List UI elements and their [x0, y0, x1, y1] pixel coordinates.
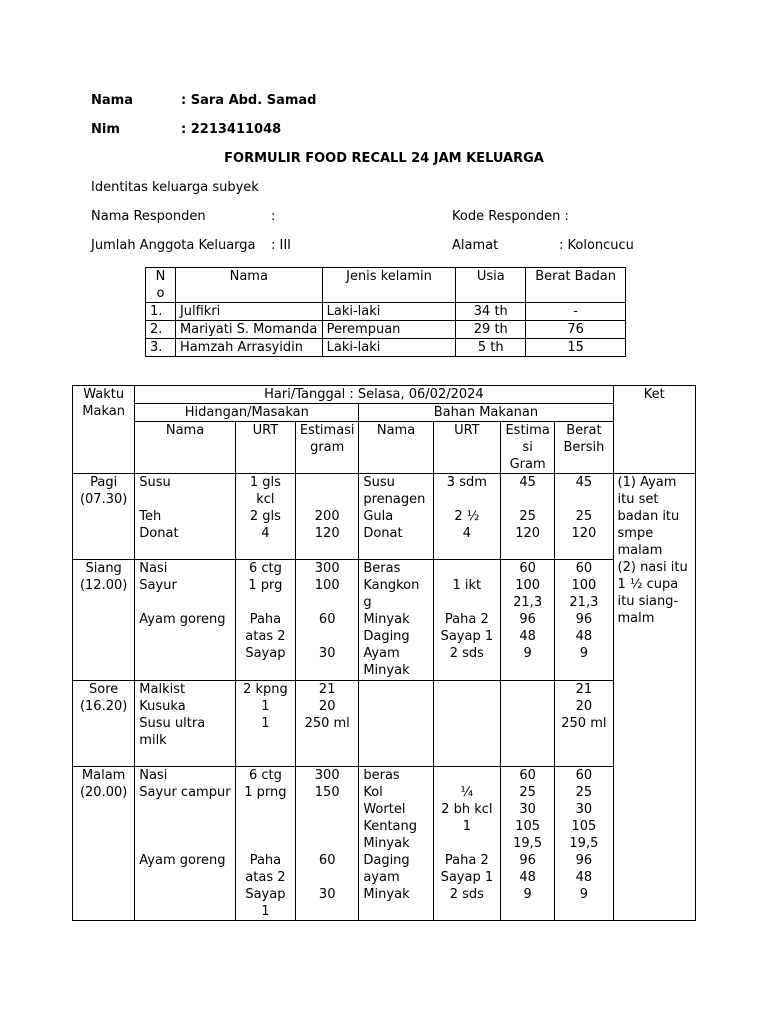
meal-nama-hidangan: Nasi Sayur Ayam goreng: [135, 560, 235, 681]
table-row: [146, 303, 626, 321]
table-row: [146, 339, 626, 357]
members-header-bb: Berat Badan: [526, 268, 626, 303]
alamat-label: Alamat: [452, 238, 499, 253]
ket-notes: (1) Ayam itu set badan itu smpe malam (2) nasi itu 1 ½ cupa itu siang- malm: [613, 474, 695, 921]
kode-responden-label: Kode Responden :: [452, 209, 569, 224]
member-bb: -: [526, 303, 626, 321]
header-bahan-makanan: Bahan Makanan: [359, 404, 613, 422]
members-table: [145, 267, 626, 357]
meal-berat-bersih: 21 20 250 ml: [555, 681, 613, 767]
meal-berat-bersih: 60 25 30 105 19,5 96 48 9: [555, 767, 613, 921]
alamat-value: : Koloncucu: [559, 238, 634, 253]
meal-estimasi-hidangan: 21 20 250 ml: [296, 681, 359, 767]
meal-urt-hidangan: 2 kpng 1 1: [235, 681, 295, 767]
meal-waktu: Malam (20.00): [73, 767, 135, 921]
meal-nama-hidangan: Nasi Sayur campur Ayam goreng: [135, 767, 235, 921]
food-recall-table: [72, 385, 696, 921]
member-no: 1.: [146, 303, 176, 321]
header-berat-bersih: Berat Bersih: [555, 422, 613, 474]
meal-waktu: Siang (12.00): [73, 560, 135, 681]
jumlah-anggota-label: Jumlah Anggota Keluarga: [91, 238, 256, 253]
member-jk: Laki-laki: [322, 339, 456, 357]
member-nama: Mariyati S. Momanda: [175, 321, 322, 339]
meal-urt-hidangan: 1 gls kcl 2 gls 4: [235, 474, 295, 560]
meal-estimasi-bahan: 60 100 21,3 96 48 9: [501, 560, 555, 681]
meal-urt-bahan: 1 ikt Paha 2 Sayap 1 2 sds: [433, 560, 500, 681]
table-row: [146, 321, 626, 339]
meal-nama-hidangan: Susu Teh Donat: [135, 474, 235, 560]
member-usia: 29 th: [456, 321, 526, 339]
meal-urt-hidangan: 6 ctg 1 prg Paha atas 2 Sayap: [235, 560, 295, 681]
meal-nama-bahan: [359, 681, 433, 767]
meal-nama-bahan: Beras Kangkon g Minyak Daging Ayam Minyak: [359, 560, 433, 681]
recall-header-row-2: [73, 404, 696, 422]
member-usia: 34 th: [456, 303, 526, 321]
header-ket: Ket: [613, 386, 695, 474]
members-header-row: [146, 268, 626, 303]
header-nama-hidangan: Nama: [135, 422, 235, 474]
meal-nama-bahan: beras Kol Wortel Kentang Minyak Daging ayam Minyak: [359, 767, 433, 921]
meal-estimasi-bahan: 45 25 120: [501, 474, 555, 560]
table-row: [73, 560, 696, 681]
meal-urt-bahan: 3 sdm 2 ½ 4: [433, 474, 500, 560]
jumlah-anggota-value: : III: [271, 238, 292, 253]
header-urt-hidangan: URT: [235, 422, 295, 474]
meal-berat-bersih: 60 100 21,3 96 48 9: [555, 560, 613, 681]
meal-estimasi-hidangan: 300 100 60 30: [296, 560, 359, 681]
member-no: 2.: [146, 321, 176, 339]
header-estimasi-hidangan: Estimasi gram: [296, 422, 359, 474]
member-no: 3.: [146, 339, 176, 357]
meal-berat-bersih: 45 25 120: [555, 474, 613, 560]
header-nama-bahan: Nama: [359, 422, 433, 474]
header-estimasi-bahan: Estima si Gram: [501, 422, 555, 474]
meal-waktu: Pagi (07.30): [73, 474, 135, 560]
meal-waktu: Sore (16.20): [73, 681, 135, 767]
form-title: FORMULIR FOOD RECALL 24 JAM KELUARGA: [224, 151, 544, 166]
member-nama: Julfikri: [175, 303, 322, 321]
nim-value: : 2213411048: [181, 122, 282, 137]
header-hidangan: Hidangan/Masakan: [135, 404, 359, 422]
member-nama: Hamzah Arrasyidin: [175, 339, 322, 357]
meal-urt-bahan: [433, 681, 500, 767]
recall-header-row-1: [73, 386, 696, 404]
table-row: [73, 681, 696, 767]
responden-colon: :: [271, 209, 276, 224]
meal-urt-bahan: ¼ 2 bh kcl 1 Paha 2 Sayap 1 2 sds: [433, 767, 500, 921]
members-header-no: N o: [146, 268, 176, 303]
members-header-jk: Jenis kelamin: [322, 268, 456, 303]
nim-label: Nim: [91, 122, 120, 137]
meal-nama-hidangan: Malkist Kusuka Susu ultra milk: [135, 681, 235, 767]
member-jk: Laki-laki: [322, 303, 456, 321]
header-waktu-makan: Waktu Makan: [73, 386, 135, 474]
header-urt-bahan: URT: [433, 422, 500, 474]
member-bb: 15: [526, 339, 626, 357]
recall-header-row-3: [73, 422, 696, 474]
nama-value: : Sara Abd. Samad: [181, 93, 317, 108]
member-usia: 5 th: [456, 339, 526, 357]
table-row: [73, 767, 696, 921]
meal-estimasi-bahan: 60 25 30 105 19,5 96 48 9: [501, 767, 555, 921]
responden-label: Nama Responden: [91, 209, 206, 224]
member-jk: Perempuan: [322, 321, 456, 339]
meal-urt-hidangan: 6 ctg 1 prng Paha atas 2 Sayap 1: [235, 767, 295, 921]
meal-nama-bahan: Susu prenagen Gula Donat: [359, 474, 433, 560]
members-header-usia: Usia: [456, 268, 526, 303]
member-bb: 76: [526, 321, 626, 339]
members-header-nama: Nama: [175, 268, 322, 303]
meal-estimasi-hidangan: 300 150 60 30: [296, 767, 359, 921]
header-hari-tanggal: Hari/Tanggal : Selasa, 06/02/2024: [135, 386, 613, 404]
meal-estimasi-hidangan: 200 120: [296, 474, 359, 560]
meal-estimasi-bahan: [501, 681, 555, 767]
identity-section-label: Identitas keluarga subyek: [91, 180, 259, 195]
table-row: [73, 474, 696, 560]
nama-label: Nama: [91, 93, 133, 108]
